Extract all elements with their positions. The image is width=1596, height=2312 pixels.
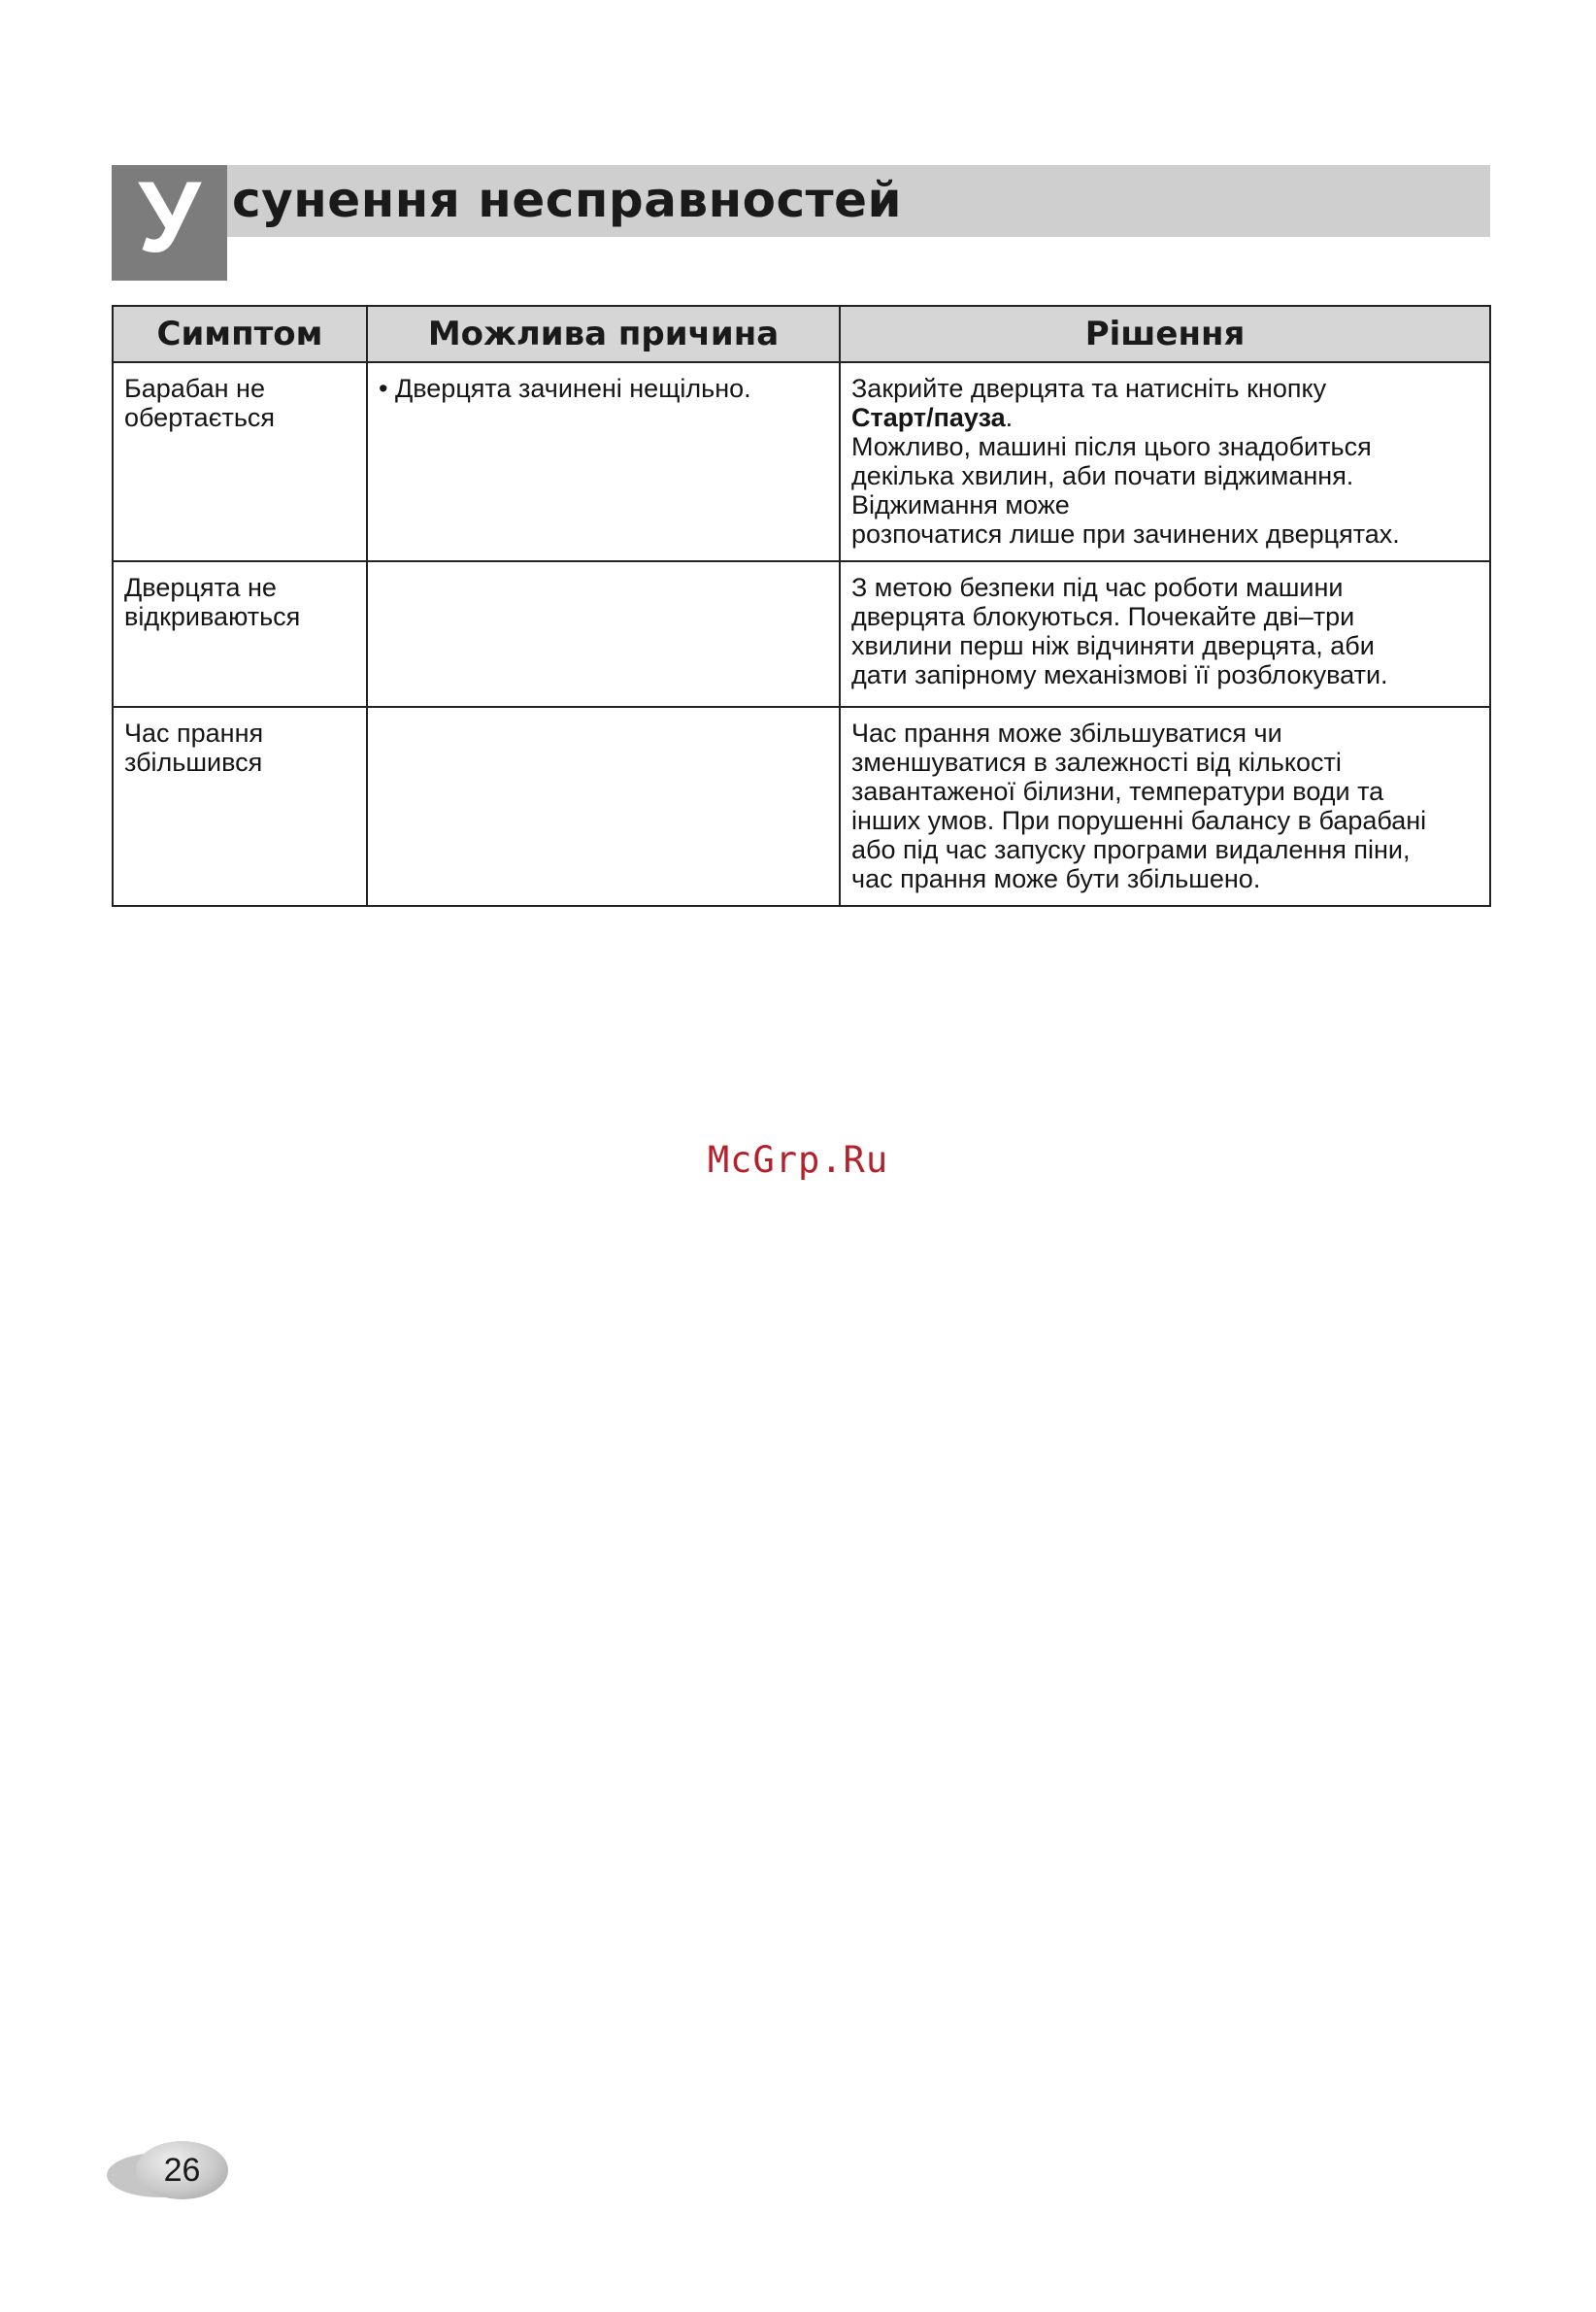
solution-line: дати запірному механізмові її розблокувати. bbox=[851, 660, 1388, 689]
symptom-line: Час прання bbox=[124, 719, 264, 748]
solution-line: інших умов. При порушенні балансу в барабані bbox=[851, 806, 1427, 835]
solution-line: час прання може бути збільшено. bbox=[851, 864, 1261, 893]
column-header-solution: Рішення bbox=[840, 306, 1490, 362]
symptom-cell bbox=[113, 362, 367, 561]
symptom-line: Дверцята не bbox=[124, 573, 277, 602]
column-header-cause: Можлива причина bbox=[367, 306, 840, 362]
solution-line: Час прання може збільшуватися чи bbox=[851, 719, 1282, 748]
cause-cell bbox=[367, 707, 840, 906]
cause-text: • Дверцята зачинені нещільно. bbox=[379, 374, 751, 403]
table-row bbox=[113, 707, 1490, 906]
solution-punctuation: . bbox=[1005, 403, 1014, 432]
solution-cell bbox=[840, 362, 1490, 561]
solution-cell bbox=[840, 707, 1490, 906]
solution-line: декілька хвилин, аби почати віджимання. bbox=[851, 461, 1354, 490]
table-header-row bbox=[113, 306, 1490, 362]
section-header bbox=[112, 161, 1490, 281]
symptom-cell bbox=[113, 561, 367, 707]
start-pause-button-label: Старт/пауза bbox=[851, 403, 1006, 432]
solution-cell bbox=[840, 561, 1490, 707]
header-initial-block bbox=[112, 161, 227, 281]
symptom-line: відкриваються bbox=[124, 602, 301, 631]
cause-cell bbox=[367, 561, 840, 707]
table-row bbox=[113, 561, 1490, 707]
solution-line: хвилини перш ніж відчиняти дверцята, аби bbox=[851, 631, 1375, 660]
troubleshooting-table bbox=[112, 305, 1491, 907]
symptom-cell bbox=[113, 707, 367, 906]
column-header-symptom: Симптом bbox=[113, 306, 367, 362]
solution-line: розпочатися лише при зачинених дверцятах. bbox=[851, 519, 1400, 549]
solution-line: Закрийте дверцята та натисніть кнопку bbox=[851, 374, 1327, 403]
symptom-line: збільшився bbox=[124, 748, 263, 777]
symptom-line: Барабан не bbox=[124, 374, 265, 403]
solution-line: дверцята блокуються. Почекайте дві–три bbox=[851, 602, 1355, 631]
solution-line: зменшуватися в залежності від кількості bbox=[851, 748, 1342, 777]
cause-cell bbox=[367, 362, 840, 561]
table-row bbox=[113, 362, 1490, 561]
solution-line: або під час запуску програми видалення піни, bbox=[851, 835, 1411, 864]
solution-line: З метою безпеки під час роботи машини bbox=[851, 573, 1344, 602]
solution-line: Віджимання може bbox=[851, 490, 1070, 519]
header-initial-letter: У bbox=[138, 161, 201, 274]
page-number: 26 bbox=[163, 2152, 201, 2189]
solution-line: Можливо, машині після цього знадобиться bbox=[851, 432, 1372, 461]
watermark-text: McGrp.Ru bbox=[707, 1139, 889, 1181]
page-title: сунення несправностей bbox=[232, 172, 903, 228]
symptom-line: обертається bbox=[124, 403, 276, 432]
solution-line bbox=[851, 403, 1483, 432]
page-number-badge bbox=[107, 2141, 228, 2203]
solution-line: завантаженої білизни, температури води та bbox=[851, 777, 1384, 806]
